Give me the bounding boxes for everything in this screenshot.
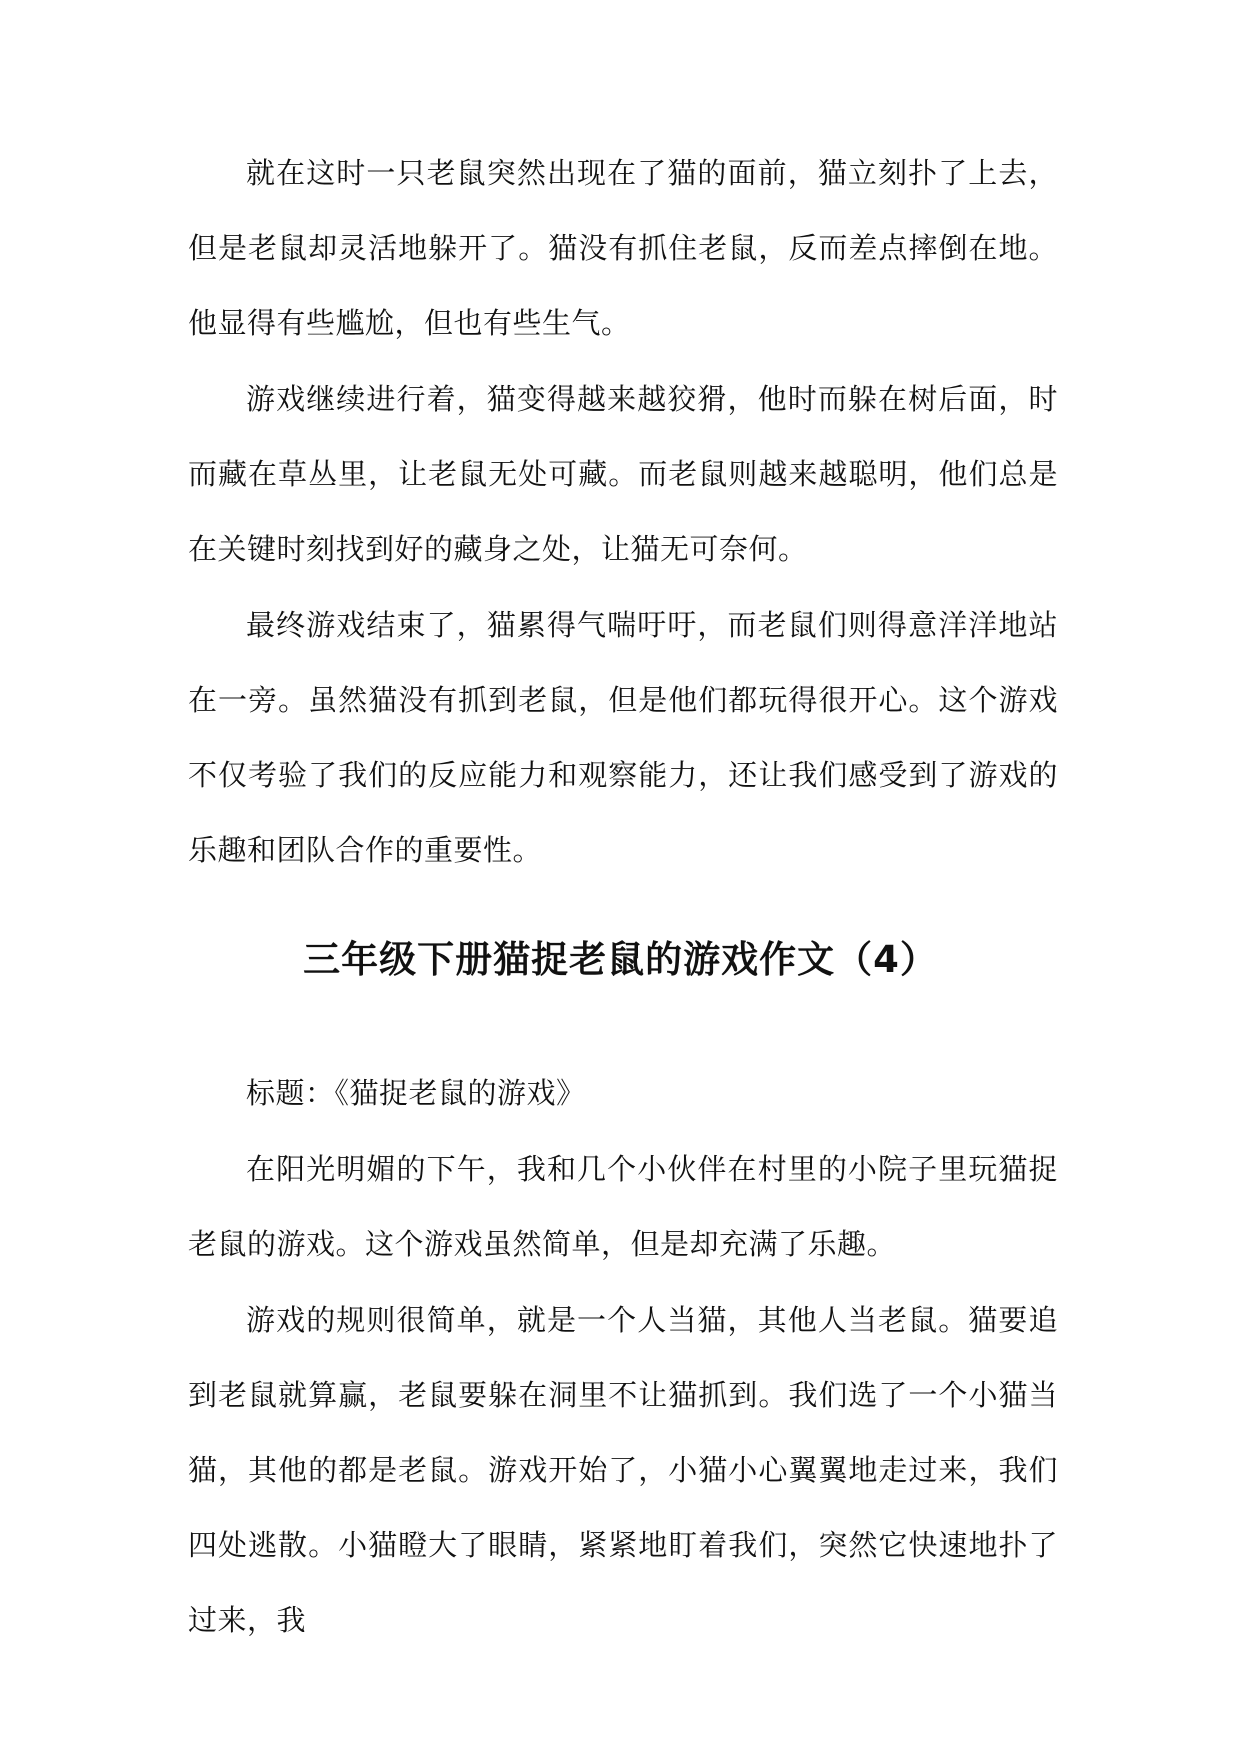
paragraph-game-continues: 游戏继续进行着，猫变得越来越狡猾，他时而躲在树后面，时而藏在草丛里，让老鼠无处可藏。而老鼠则越来越聪明，他们总是在关键时刻找到好的藏身之处，让猫无可奈何。 (188, 382, 1058, 566)
paragraph-sunny-afternoon: 在阳光明媚的下午，我和几个小伙伴在村里的小院子里玩猫捉老鼠的游戏。这个游戏虽然简单，但是却充满了乐趣。 (188, 1152, 1058, 1261)
paragraph-game-rules: 游戏的规则很简单，就是一个人当猫，其他人当老鼠。猫要追到老鼠就算赢，老鼠要躲在洞里不让猫抓到。我们选了一个小猫当猫，其他的都是老鼠。游戏开始了，小猫小心翼翼地走过来，我们四处逃散。小猫瞪大了眼睛，紧紧地盯着我们，突然它快速地扑了过来，我 (188, 1303, 1058, 1637)
paragraph-game-ends: 最终游戏结束了，猫累得气喘吁吁，而老鼠们则得意洋洋地站在一旁。虽然猫没有抓到老鼠，但是他们都玩得很开心。这个游戏不仅考验了我们的反应能力和观察能力，还让我们感受到了游戏的乐趣和团队合作的重要性。 (188, 608, 1058, 867)
essay-title-line: 标题：《猫捉老鼠的游戏》 (246, 1076, 586, 1110)
section-heading: 三年级下册猫捉老鼠的游戏作文（4） (303, 938, 938, 981)
paragraph-cat-pounces: 就在这时一只老鼠突然出现在了猫的面前，猫立刻扑了上去，但是老鼠却灵活地躲开了。猫没有抓住老鼠，反而差点摔倒在地。他显得有些尴尬，但也有些生气。 (188, 156, 1058, 340)
